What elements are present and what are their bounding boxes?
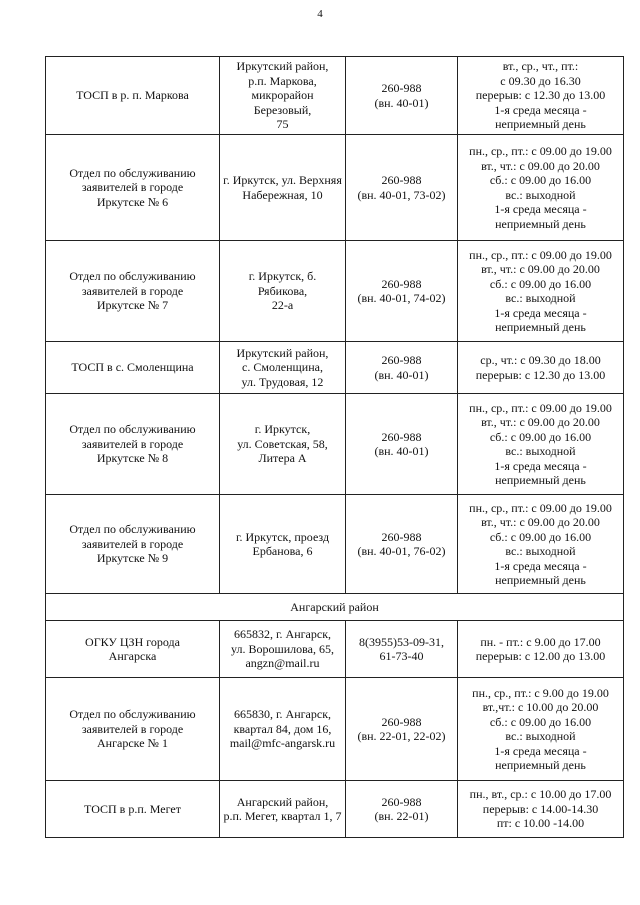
office-name-cell: ТОСП в р.п. Мегет: [46, 781, 220, 838]
offices-table: [45, 56, 624, 838]
table-row: [46, 781, 624, 838]
office-hours-cell: пн., ср., пт.: с 09.00 до 19.00 вт., чт.: с 09.00 до 20.00 сб.: с 09.00 до 16.00 вс.: выходной 1-я среда месяца - неприемный день: [458, 135, 624, 241]
table-row: [46, 495, 624, 594]
office-phone-cell: 260-988 (вн. 40-01): [346, 57, 458, 135]
table-row: [46, 135, 624, 241]
office-address-cell: Иркутский район, р.п. Маркова, микрорайон Березовый, 75: [220, 57, 346, 135]
office-hours-cell: пн., ср., пт.: с 09.00 до 19.00 вт., чт.: с 09.00 до 20.00 сб.: с 09.00 до 16.00 вс.: выходной 1-я среда месяца - неприемный день: [458, 241, 624, 342]
office-name-cell: Отдел по обслуживанию заявителей в городе Иркутске № 7: [46, 241, 220, 342]
office-hours-cell: пн., вт., ср.: с 10.00 до 17.00 перерыв: с 14.00-14.30 пт: с 10.00 -14.00: [458, 781, 624, 838]
office-name-cell: Отдел по обслуживанию заявителей в городе Иркутске № 9: [46, 495, 220, 594]
office-address-cell: 665832, г. Ангарск, ул. Ворошилова, 65, angzn@mail.ru: [220, 621, 346, 678]
office-name-cell: Отдел по обслуживанию заявителей в городе Иркутске № 8: [46, 394, 220, 495]
office-address-cell: Иркутский район, с. Смоленщина, ул. Трудовая, 12: [220, 342, 346, 394]
office-hours-cell: вт., ср., чт., пт.: с 09.30 до 16.30 перерыв: с 12.30 до 13.00 1-я среда месяца - неприемный день: [458, 57, 624, 135]
office-phone-cell: 260-988 (вн. 22-01, 22-02): [346, 678, 458, 781]
office-phone-cell: 260-988 (вн. 40-01, 73-02): [346, 135, 458, 241]
office-address-cell: 665830, г. Ангарск, квартал 84, дом 16, mail@mfc-angarsk.ru: [220, 678, 346, 781]
table-row: [46, 241, 624, 342]
office-phone-cell: 260-988 (вн. 40-01, 76-02): [346, 495, 458, 594]
office-hours-cell: ср., чт.: с 09.30 до 18.00 перерыв: с 12.30 до 13.00: [458, 342, 624, 394]
office-hours-cell: пн., ср., пт.: с 09.00 до 19.00 вт., чт.: с 09.00 до 20.00 сб.: с 09.00 до 16.00 вс.: выходной 1-я среда месяца - неприемный день: [458, 394, 624, 495]
office-phone-cell: 8(3955)53-09-31, 61-73-40: [346, 621, 458, 678]
office-name-cell: Отдел по обслуживанию заявителей в городе Ангарске № 1: [46, 678, 220, 781]
office-address-cell: г. Иркутск, ул. Советская, 58, Литера А: [220, 394, 346, 495]
office-name-cell: ТОСП в р. п. Маркова: [46, 57, 220, 135]
office-name-cell: ТОСП в с. Смоленщина: [46, 342, 220, 394]
office-phone-cell: 260-988 (вн. 22-01): [346, 781, 458, 838]
office-name-cell: Отдел по обслуживанию заявителей в городе Иркутске № 6: [46, 135, 220, 241]
office-phone-cell: 260-988 (вн. 40-01, 74-02): [346, 241, 458, 342]
section-title: Ангарский район: [46, 594, 624, 621]
table-row: [46, 394, 624, 495]
office-address-cell: г. Иркутск, б. Рябикова, 22-а: [220, 241, 346, 342]
office-address-cell: Ангарский район, р.п. Мегет, квартал 1, 7: [220, 781, 346, 838]
office-name-cell: ОГКУ ЦЗН города Ангарска: [46, 621, 220, 678]
office-phone-cell: 260-988 (вн. 40-01): [346, 342, 458, 394]
table-row: [46, 342, 624, 394]
office-address-cell: г. Иркутск, проезд Ербанова, 6: [220, 495, 346, 594]
page-number: 4: [317, 8, 323, 20]
table-row: [46, 678, 624, 781]
office-phone-cell: 260-988 (вн. 40-01): [346, 394, 458, 495]
office-address-cell: г. Иркутск, ул. Верхняя Набережная, 10: [220, 135, 346, 241]
office-hours-cell: пн. - пт.: с 9.00 до 17.00 перерыв: с 12.00 до 13.00: [458, 621, 624, 678]
section-header-row: [46, 594, 624, 621]
office-hours-cell: пн., ср., пт.: с 09.00 до 19.00 вт., чт.: с 09.00 до 20.00 сб.: с 09.00 до 16.00 вс.: выходной 1-я среда месяца - неприемный день: [458, 495, 624, 594]
office-hours-cell: пн., ср., пт.: с 9.00 до 19.00 вт.,чт.: с 10.00 до 20.00 сб.: с 09.00 до 16.00 вс.: выходной 1-я среда месяца - неприемный день: [458, 678, 624, 781]
table-row: [46, 57, 624, 135]
table-row: [46, 621, 624, 678]
